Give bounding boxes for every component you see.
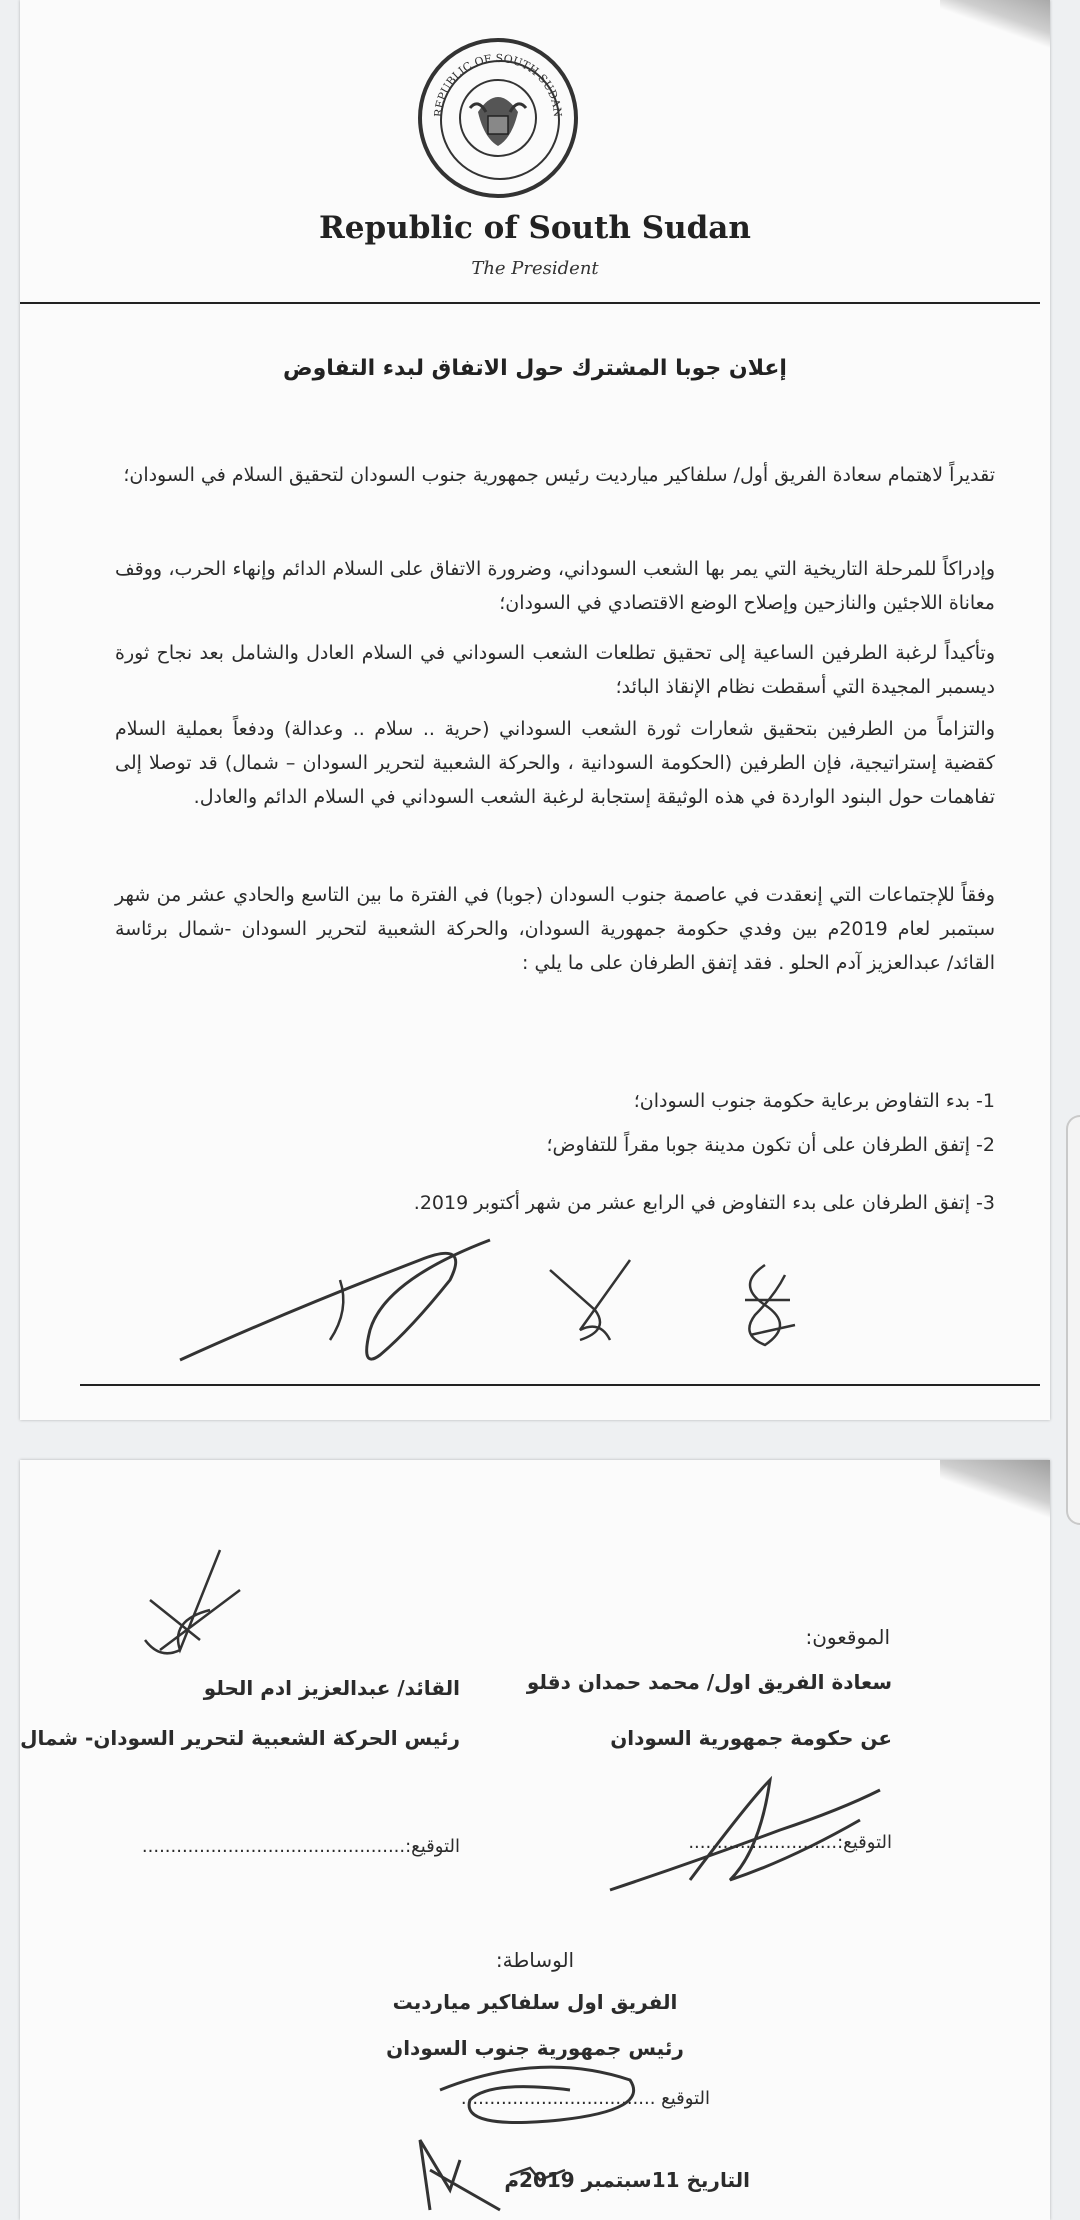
mediation-heading: الوساطة: bbox=[495, 1948, 575, 1972]
signature-right bbox=[725, 1255, 805, 1355]
paragraph-1: تقديراً لاهتمام سعادة الفريق أول/ سلفاكير ميارديت رئيس جمهورية جنوب السودان لتحقيق السلام في السودان؛ bbox=[123, 464, 995, 486]
signature-party-b bbox=[140, 1540, 260, 1660]
signature-left bbox=[170, 1220, 500, 1370]
mediator-signature-label: التوقيع .................................. bbox=[460, 2088, 710, 2109]
list-item-2: 2- إتفق الطرفان على أن تكون مدينة جوبا مقراً للتفاوض؛ bbox=[546, 1134, 995, 1156]
seal-text: REPUBLIC OF SOUTH SUDAN bbox=[431, 51, 565, 118]
signature-mediator bbox=[400, 2050, 660, 2220]
signature-middle bbox=[540, 1250, 650, 1350]
republic-name: Republic of South Sudan bbox=[319, 210, 751, 246]
document-page-2 bbox=[20, 1460, 1050, 2220]
paragraph-4: والتزاماً من الطرفين بتحقيق شعارات ثورة الشعب السوداني (حرية .. سلام .. وعدالة) ودفعاً بعملية السلام كقضية إستراتيجية، فإن الطرفين (الحكومة السودانية ، والحركة الشعبية لتحرير السودان – شمال) قد توصلا إلى تفاهمات حول البنود الواردة في هذه الوثيقة إستجابة لرغبة الشعب السوداني في السلام الدائم والعادل. bbox=[115, 718, 995, 808]
scrollbar-tab[interactable] bbox=[1066, 1115, 1080, 1525]
party-b-name: القائد/ عبدالعزيز ادم الحلو bbox=[203, 1676, 460, 1700]
paragraph-2: وإدراكاً للمرحلة التاريخية التي يمر بها الشعب السوداني، وضرورة الاتفاق على السلام الدائم وإنهاء الحرب، ووقف معاناة اللاجئين والنازحين وإصلاح الوضع الاقتصادي في السودان؛ bbox=[115, 558, 995, 614]
seal-inner-ring bbox=[440, 60, 560, 180]
footer-divider bbox=[80, 1384, 1040, 1386]
mediator-title: رئيس جمهورية جنوب السودان bbox=[386, 2036, 684, 2060]
page-fold-corner bbox=[940, 1460, 1050, 1520]
party-b-signature-label: التوقيع:.............................................. bbox=[141, 1836, 460, 1857]
list-item-3: 3- إتفق الطرفان على بدء التفاوض في الرابع عشر من شهر أكتوبر 2019. bbox=[413, 1192, 995, 1214]
party-a-name: سعادة الفريق اول/ محمد حمدان دقلو bbox=[526, 1670, 892, 1694]
party-a-org: عن حكومة جمهورية السودان bbox=[610, 1726, 892, 1750]
document-page-1 bbox=[20, 0, 1050, 1420]
paragraph-5: وفقاً للإجتماعات التي إنعقدت في عاصمة جنوب السودان (جوبا) في الفترة ما بين التاسع والحادي عشر من شهر سبتمبر لعام 2019م بين وفدي حكومة جمهورية السودان، والحركة الشعبية لتحرير السودان -شمال برئاسة القائد/ عبدالعزيز آدم الحلو . فقد إتفق الطرفان على ما يلي : bbox=[115, 884, 995, 974]
party-a-signature-label: التوقيع:.......................... bbox=[688, 1832, 892, 1853]
list-item-1: 1- بدء التفاوض برعاية حكومة جنوب السودان؛ bbox=[633, 1090, 995, 1112]
mediator-name: الفريق اول سلفاكير ميارديت bbox=[392, 1990, 678, 2014]
page-fold-corner bbox=[940, 0, 1050, 50]
document-title: إعلان جوبا المشترك حول الاتفاق لبدء التفاوض bbox=[283, 356, 787, 381]
signatories-heading: الموقعون: bbox=[805, 1625, 890, 1649]
header-divider bbox=[20, 302, 1040, 304]
document-date: التاريخ 11سبتمبر 2019م bbox=[504, 2168, 750, 2192]
office-title: The President bbox=[471, 258, 599, 279]
party-b-org: رئيس الحركة الشعبية لتحرير السودان- شمال bbox=[20, 1726, 460, 1750]
paragraph-3: وتأكيداً لرغبة الطرفين الساعية إلى تحقيق تطلعات الشعب السوداني في السلام العادل والشامل بعد نجاح ثورة ديسمبر المجيدة التي أسقطت نظام الإنقاذ البائد؛ bbox=[115, 642, 995, 698]
republic-seal bbox=[418, 38, 578, 198]
